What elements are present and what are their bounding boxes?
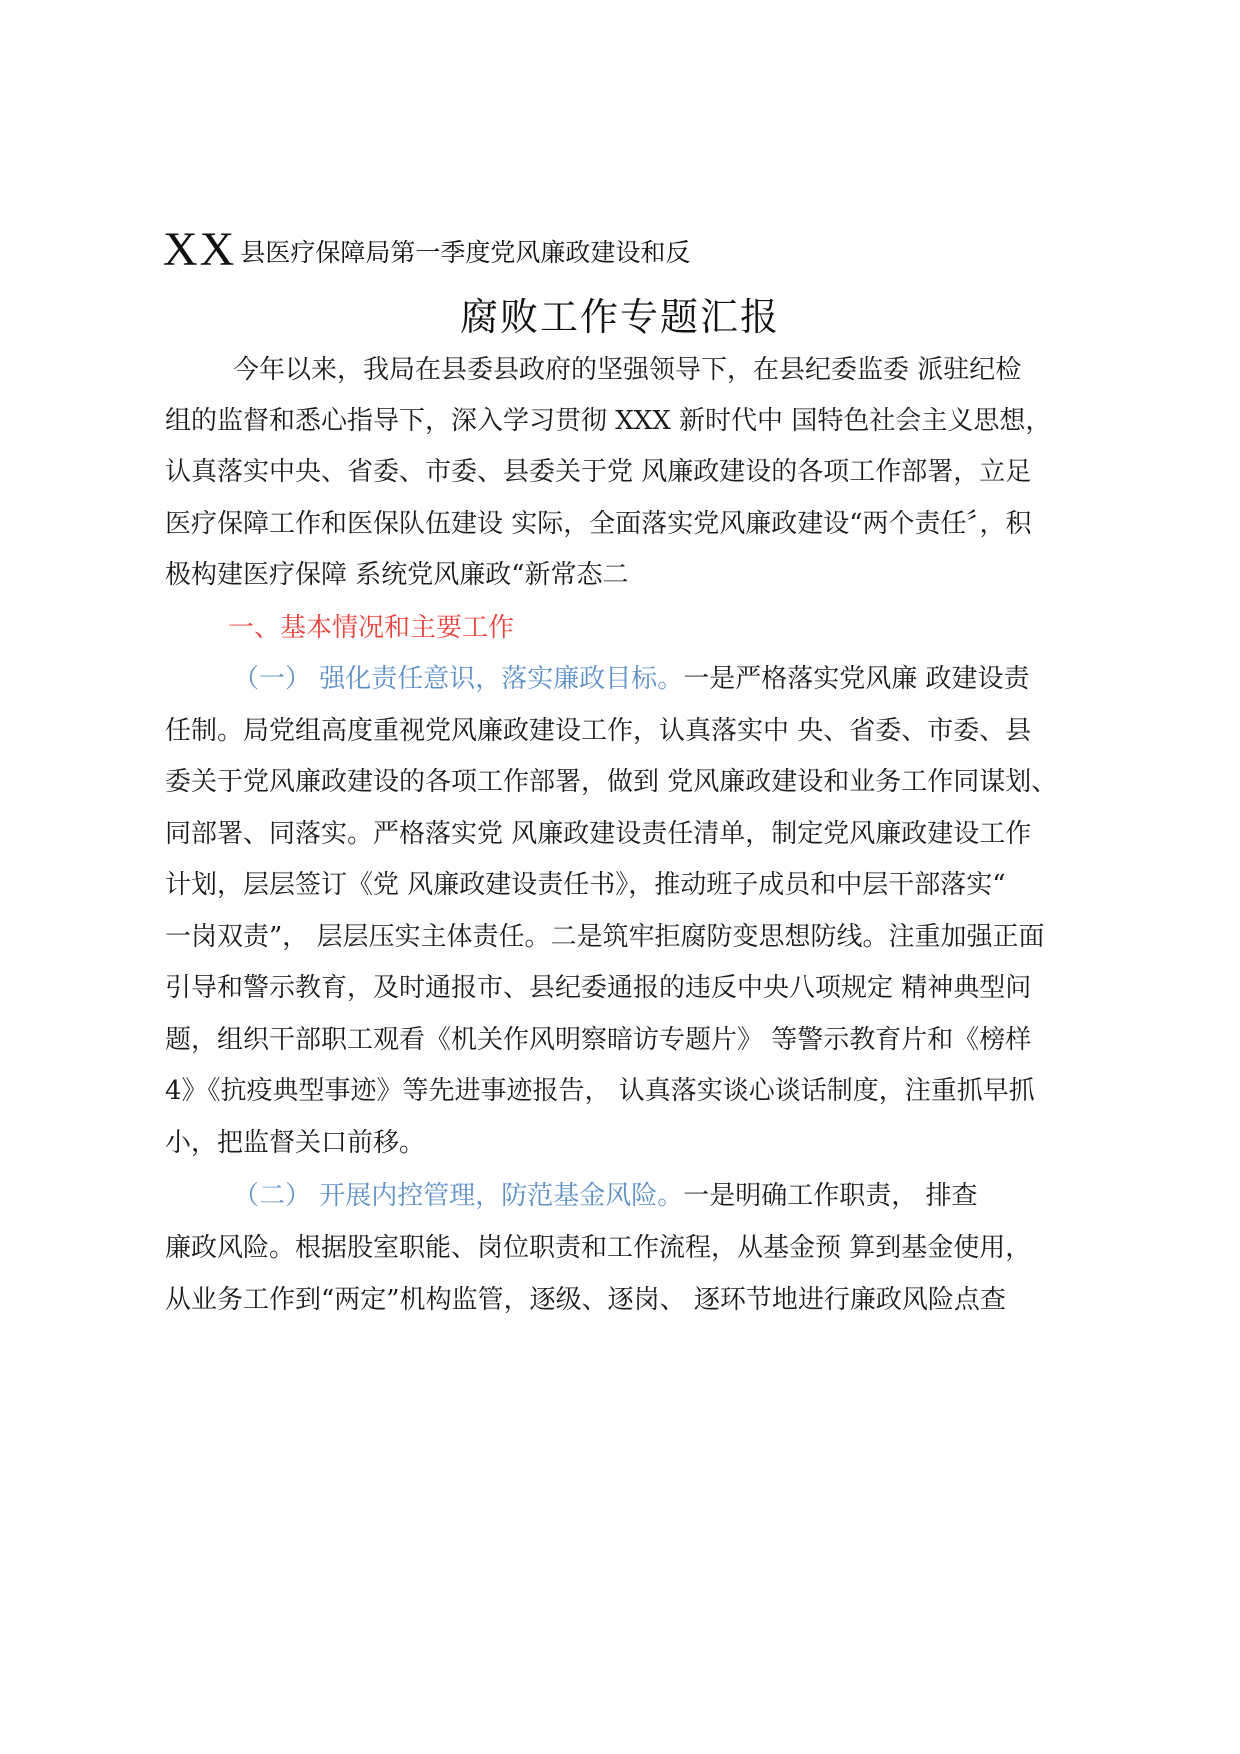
text-line: 4》《抗疫典型事迹》等先进事迹报告， 认真落实谈心谈话制度，注重抓早抓 (165, 1076, 1035, 1106)
text-line: 极构建医疗保障 系统党风廉政“新常态二 (165, 560, 629, 590)
text-line: 委关于党风廉政建设的各项工作部署，做到 党风廉政建设和业务工作同谋划、 (165, 767, 1058, 797)
section-heading: 一、基本情况和主要工作 (228, 613, 515, 643)
text-line (233, 666, 1030, 692)
text-line: 一岗双责”， 层层压实主体责任。二是筑牢拒腐防变思想防线。注重加强正面 (165, 922, 1045, 952)
subsection-heading: （一） 强化责任意识，落实廉政目标。 (233, 664, 684, 694)
text-span: 一是严格落实党风廉 政建设责 (683, 664, 1030, 694)
title-prefix: XX (163, 223, 237, 276)
text-line: 组的监督和悉心指导下，深入学习贯彻 XXX 新时代中 国特色社会主义思想， (165, 406, 1052, 436)
text-line: 题，组织干部职工观看《机关作风明察暗访专题片》 等警示教育片和《榜样 (165, 1025, 1032, 1055)
text-line: 小，把监督关口前移。 (165, 1128, 426, 1158)
title-line-1 (163, 222, 690, 277)
title-line-1-text: 县医疗保障局第一季度党风廉政建设和反 (240, 238, 691, 267)
text-line: 医疗保障工作和医保队伍建设 实际，全面落实党风廉政建设“两个责任〞，积 (165, 509, 1032, 539)
text-line: 廉政风险。根据股室职能、岗位职责和工作流程，从基金预 算到基金使用， (165, 1233, 1032, 1263)
text-line: 认真落实中央、省委、市委、县委关于党 风廉政建设的各项工作部署，立足 (165, 457, 1032, 487)
text-line: 引导和警示教育，及时通报市、县纪委通报的违反中央八项规定 精神典型问 (165, 973, 1032, 1003)
text-line: 任制。局党组高度重视党风廉政建设工作，认真落实中 央、省委、市委、县 (165, 716, 1032, 746)
text-span: 一是明确工作职责， 排查 (683, 1181, 978, 1211)
text-line: 今年以来，我局在县委县政府的坚强领导下，在县纪委监委 派驻纪检 (233, 355, 1022, 385)
text-line: 计划，层层签订《党 风廉政建设责任书》，推动班子成员和中层干部落实“ (165, 870, 1006, 900)
text-line: 同部署、同落实。严格落实党 风廉政建设责任清单，制定党风廉政建设工作 (165, 819, 1032, 849)
subsection-heading: （二） 开展内控管理，防范基金风险。 (233, 1181, 684, 1211)
text-line: 从业务工作到“两定”机构监管，逐级、逐岗、 逐环节地进行廉政风险点查 (165, 1285, 1006, 1315)
title-line-2: 腐败工作专题汇报 (459, 295, 780, 339)
text-line (233, 1183, 978, 1209)
